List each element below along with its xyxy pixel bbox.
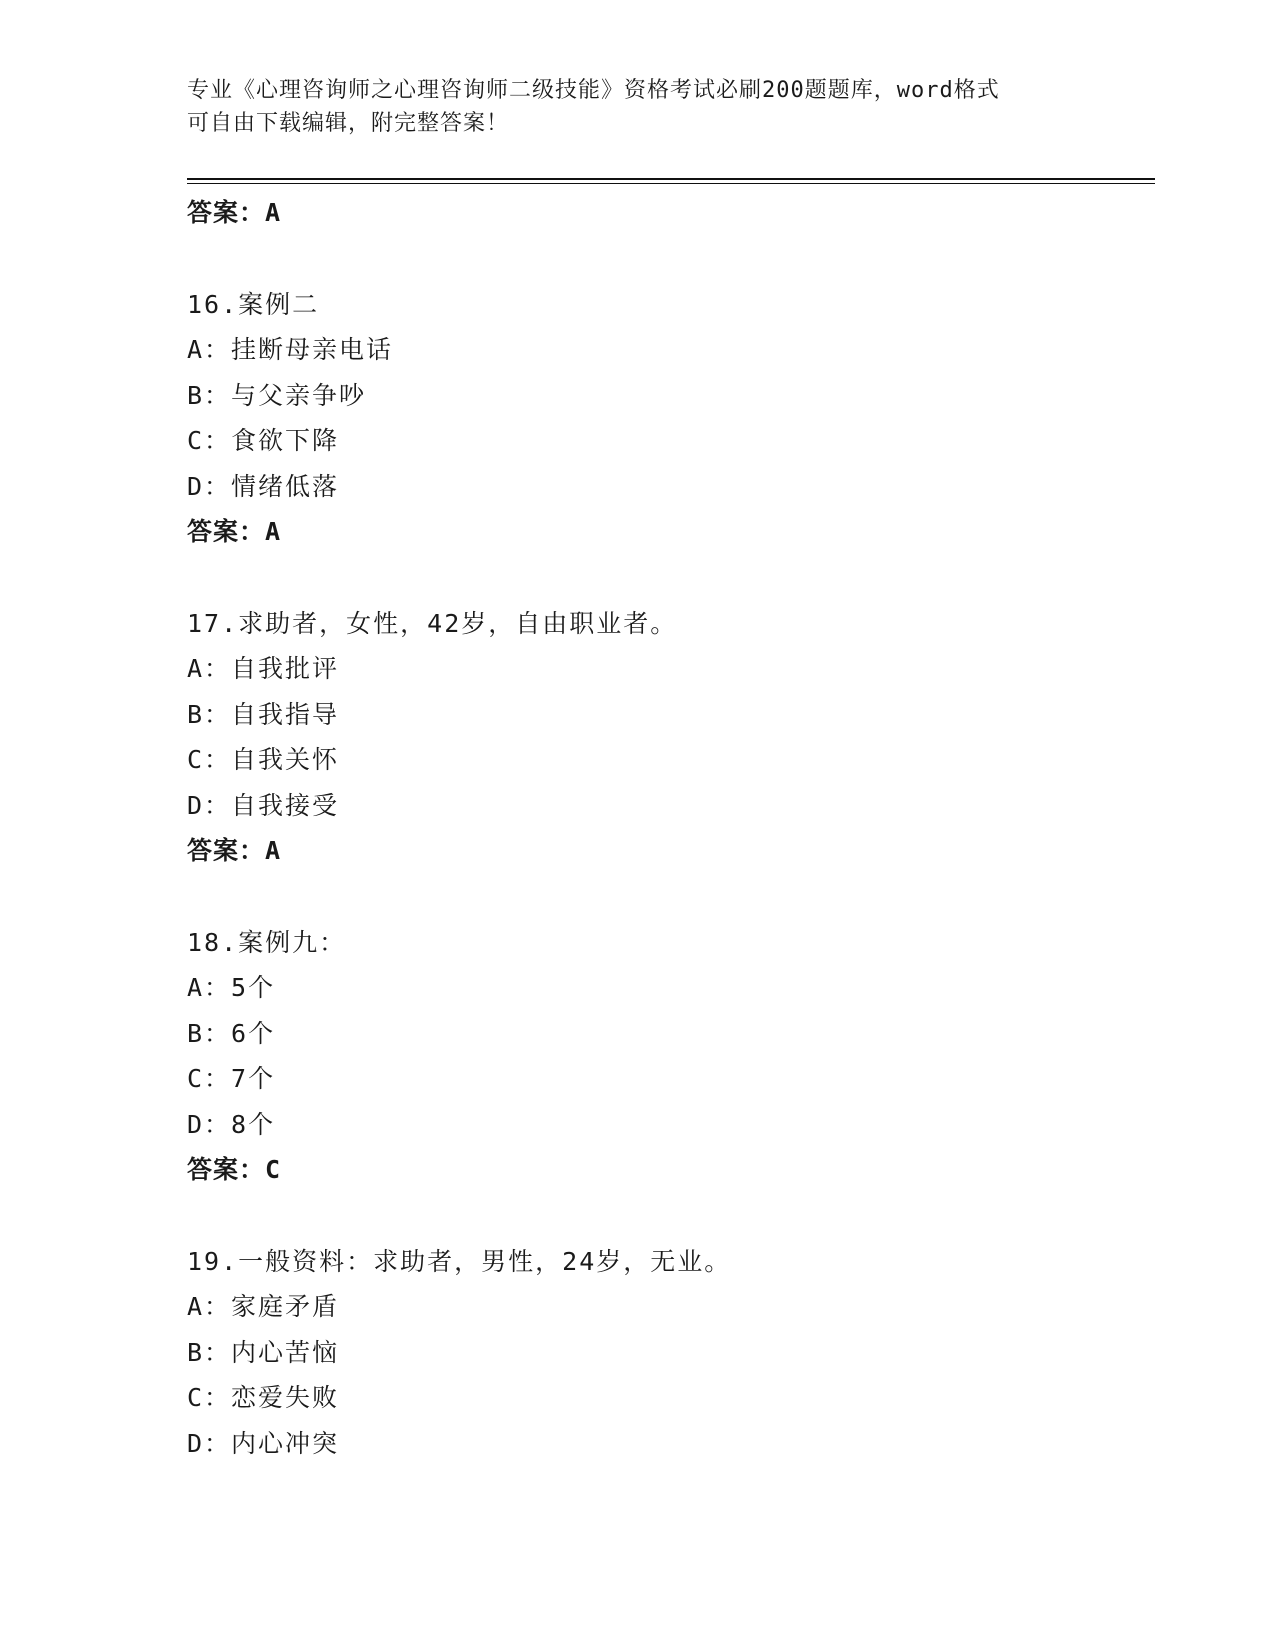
- option-d: D：情绪低落: [187, 471, 340, 501]
- answer-line: 答案：A: [187, 517, 282, 546]
- question-content: [187, 190, 1147, 1466]
- option-b: B：自我指导: [187, 699, 340, 729]
- header-line-2: 可自由下载编辑，附完整答案！: [187, 111, 510, 136]
- question-title: 16.案例二: [187, 289, 320, 319]
- option-b: B：与父亲争吵: [187, 380, 367, 410]
- answer-line: 答案：A: [187, 836, 282, 865]
- question-title: 19.一般资料：求助者，男性，24岁，无业。: [187, 1246, 732, 1276]
- document-header: [187, 74, 1067, 140]
- option-c: C：恋爱失败: [187, 1383, 340, 1412]
- header-line-1: 专业《心理咨询师之心理咨询师二级技能》资格考试必刷200题题库，word格式: [187, 78, 1000, 103]
- option-d: D：自我接受: [187, 790, 340, 820]
- option-d: D：8个: [187, 1109, 276, 1139]
- option-c: C：自我关怀: [187, 745, 340, 774]
- spacer: [187, 555, 1147, 601]
- option-a: A：家庭矛盾: [187, 1292, 340, 1321]
- header-divider-thin: [187, 183, 1155, 184]
- question-block: [187, 282, 1147, 555]
- option-b: B：内心苦恼: [187, 1337, 340, 1367]
- option-b: B：6个: [187, 1018, 276, 1048]
- option-d: D：内心冲突: [187, 1428, 340, 1458]
- header-divider-thick: [187, 178, 1155, 180]
- question-title: 18.案例九：: [187, 927, 347, 957]
- option-a: A：自我批评: [187, 654, 340, 683]
- option-a: A：5个: [187, 973, 276, 1002]
- option-c: C：7个: [187, 1064, 276, 1093]
- spacer: [187, 874, 1147, 920]
- spacer: [187, 1193, 1147, 1239]
- answer-line: 答案：C: [187, 1155, 282, 1184]
- option-c: C：食欲下降: [187, 426, 340, 455]
- spacer: [187, 236, 1147, 282]
- option-a: A：挂断母亲电话: [187, 335, 394, 364]
- question-title: 17.求助者，女性，42岁，自由职业者。: [187, 608, 678, 638]
- question-block: [187, 1239, 1147, 1467]
- question-block: [187, 920, 1147, 1193]
- question-block: [187, 601, 1147, 874]
- answer-line: 答案：A: [187, 198, 282, 227]
